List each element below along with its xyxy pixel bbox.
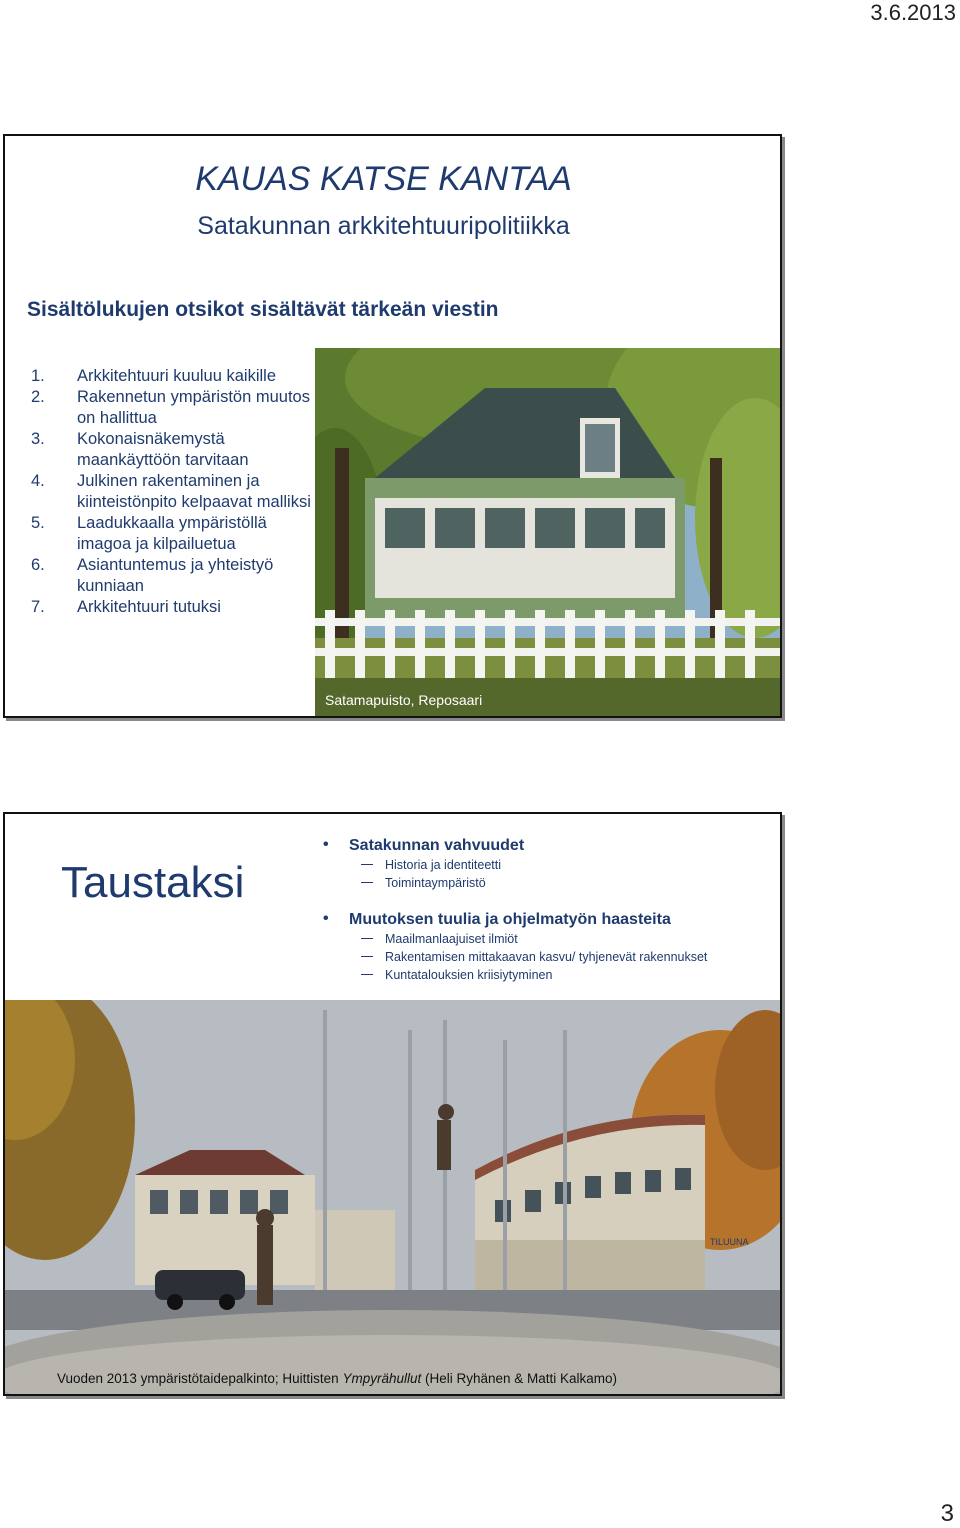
slide-title: Taustaksi [61,858,245,907]
item-text: Rakennetun ympäristön muutos on hallittua [77,388,310,427]
dash-icon [361,864,373,865]
item-number: 1. [31,367,45,385]
sub-bullet [323,856,773,874]
sub-bullet-text: Kuntatalouksien kriisiytyminen [385,968,553,982]
bullet-item [323,836,773,856]
photo-caption [57,1371,617,1386]
item-number: 6. [31,556,45,574]
item-number: 3. [31,430,45,448]
photo-caption: Satamapuisto, Reposaari [325,692,483,708]
list-item [31,555,321,597]
list-item [31,597,321,618]
item-text: Arkkitehtuuri tutuksi [77,598,221,616]
sub-bullet [323,874,773,892]
page-number: 3 [940,1500,954,1527]
sub-bullet-text: Toimintaympäristö [385,876,486,890]
item-text: Laadukkaalla ympäristöllä imagoa ja kilpailuetua [77,514,267,553]
slide-kauas-katse-kantaa [3,134,782,718]
item-text: Asiantuntemus ja yhteistyö kunniaan [77,556,274,595]
villa-photo-illustration [315,348,780,716]
list-item [31,387,321,429]
bullet-item [323,910,773,930]
bullet-dot-icon: • [323,836,329,853]
list-item [31,366,321,387]
dash-icon [361,882,373,883]
chapter-list [31,366,321,618]
bullet-dot-icon: • [323,910,329,927]
dash-icon [361,956,373,957]
sub-bullet-text: Historia ja identiteetti [385,858,502,872]
item-number: 5. [31,514,45,532]
caption-artwork-title: Ympyrähullut [342,1371,422,1386]
slide-title: KAUAS KATSE KANTAA [195,160,572,198]
bullet-label: Muutoksen tuulia ja ohjelmatyön haasteita [349,911,671,928]
bullet-label: Satakunnan vahvuudet [349,837,525,854]
sub-bullet [323,966,773,984]
dash-icon [361,974,373,975]
item-number: 7. [31,598,45,616]
bullet-list [323,836,773,984]
list-item [31,471,321,513]
roundabout-photo-illustration [5,1000,780,1394]
caption-artists: (Heli Ryhänen & Matti Kalkamo) [421,1371,618,1386]
sub-bullet [323,930,773,948]
item-number: 4. [31,472,45,490]
page-date: 3.6.2013 [870,0,956,25]
item-text: Julkinen rakentaminen ja kiinteistönpito kelpaavat malliksi [77,472,311,511]
item-number: 2. [31,388,45,406]
list-item [31,513,321,555]
dash-icon [361,938,373,939]
slide-taustaksi [3,812,782,1396]
sub-bullet [323,948,773,966]
list-item [31,429,321,471]
slide-subtitle: Satakunnan arkkitehtuuripolitiikka [197,212,570,240]
caption-text: Vuoden 2013 ympäristötaidepalkinto; Huittisten [57,1371,343,1386]
photo-ympyrahullut [5,1000,780,1394]
sub-bullet-text: Rakentamisen mittakaavan kasvu/ tyhjenevät rakennukset [385,950,708,964]
item-text: Kokonaisnäkemystä maankäyttöön tarvitaan [77,430,249,469]
shop-sign: TILUUNA [710,1237,749,1247]
item-text: Arkkitehtuuri kuuluu kaikille [77,367,277,385]
photo-satamapuisto [315,348,780,716]
slide-heading: Sisältölukujen otsikot sisältävät tärkeän viestin [27,298,499,321]
sub-bullet-text: Maailmanlaajuiset ilmiöt [385,932,518,946]
